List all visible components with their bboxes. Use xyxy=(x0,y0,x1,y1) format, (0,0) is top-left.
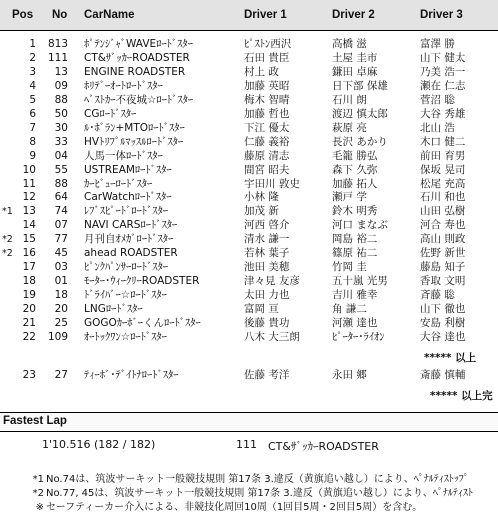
row-carname: CGﾛｰﾄﾞｽﾀｰ xyxy=(84,107,137,120)
table-row xyxy=(0,247,498,260)
row-driver1: 河西 啓介 xyxy=(244,219,290,232)
footnote-mark: *2 xyxy=(32,488,44,499)
row-carname: ｵｰﾄｯｸﾜﾝ☆ﾛｰﾄﾞｽﾀｰ xyxy=(84,330,167,343)
row-driver2: 鎌田 卓麻 xyxy=(332,65,378,78)
row-driver2: ﾋﾟｰﾀｰ･ﾗｲｵﾝ xyxy=(332,330,385,343)
row-driver3: 富澤 勝 xyxy=(420,38,455,50)
row-pos: 21 xyxy=(22,317,36,329)
row-driver2: 高橋 滋 xyxy=(332,38,367,50)
fastest-lap-time: 1'10.516 (182 / 182) xyxy=(42,438,156,451)
table-row xyxy=(0,136,498,149)
row-no: 03 xyxy=(54,261,68,274)
row-driver1: 間宮 昭夫 xyxy=(244,163,290,176)
table-row xyxy=(0,261,498,274)
row-driver2: 日下部 保雄 xyxy=(332,79,388,92)
row-no: 50 xyxy=(54,107,68,120)
footnote-mark: *1 xyxy=(32,474,44,485)
row-driver1: 富岡 亘 xyxy=(244,303,279,316)
row-driver1: 太田 力也 xyxy=(244,289,290,302)
row-note: *2 xyxy=(2,234,13,246)
table-row xyxy=(0,178,498,191)
row-driver1: 梅木 智晴 xyxy=(244,93,290,106)
row-driver1: 石田 貴臣 xyxy=(244,51,290,64)
row-driver1: 加藤 哲也 xyxy=(244,107,290,120)
table-row xyxy=(0,80,498,93)
row-no: 88 xyxy=(54,177,68,190)
row-no: 30 xyxy=(54,121,68,134)
row-driver3: 山田 弘樹 xyxy=(420,205,466,218)
table-row xyxy=(0,94,498,107)
row-driver1: 小林 隆 xyxy=(244,191,279,204)
row-driver3: 藤島 知子 xyxy=(420,261,466,274)
row-pos: 16 xyxy=(22,247,36,260)
row-driver1: 後藤 貴功 xyxy=(244,317,290,329)
table-row xyxy=(0,108,498,121)
row-pos: 6 xyxy=(29,107,36,120)
row-driver3: 大谷 達也 xyxy=(420,330,466,343)
table-row xyxy=(0,38,498,51)
row-pos: 12 xyxy=(22,191,36,204)
row-no: 111 xyxy=(47,51,68,64)
row-driver2: 渡辺 慎太郎 xyxy=(332,107,388,120)
row-driver3: 佐野 新世 xyxy=(420,247,466,260)
row-driver3: 瀬在 仁志 xyxy=(420,79,466,92)
row-carname: ahead ROADSTER xyxy=(84,247,178,260)
row-pos: 22 xyxy=(22,330,36,343)
row-carname: ﾍﾞｽﾄｶｰ不夜城☆ﾛｰﾄﾞｽﾀｰ xyxy=(84,93,194,106)
row-driver3: 松尾 充高 xyxy=(420,177,466,190)
row-driver1: 池田 美穂 xyxy=(244,261,290,274)
fastest-lap-section xyxy=(0,412,498,432)
row-carname: 月刊自ｵﾒｶﾞﾛｰﾄﾞｽﾀｰ xyxy=(84,233,174,246)
header-pos: Pos xyxy=(12,9,34,21)
row-carname: ﾎﾘﾃﾞｰｵｰﾄﾛｰﾄﾞｽﾀｰ xyxy=(84,79,163,92)
row-pos: 4 xyxy=(29,79,36,92)
row-driver3: 安島 利樹 xyxy=(420,317,466,329)
row-driver2: 長沢 あかり xyxy=(332,135,388,148)
row-no: 20 xyxy=(54,303,68,316)
row-driver3: 前田 育男 xyxy=(420,149,466,162)
row-driver2: 吉川 雅幸 xyxy=(332,289,378,302)
row-carname: ﾄﾞﾗｲﾊﾞｰ☆ﾛｰﾄﾞｽﾀｰ xyxy=(84,289,167,302)
header-driver1: Driver 1 xyxy=(244,9,287,21)
header-carname: CarName xyxy=(84,9,135,21)
row-driver2: 篠原 祐二 xyxy=(332,247,378,260)
row-driver2: 岡島 裕二 xyxy=(332,233,378,246)
row-carname: ﾓｰﾀｰ･ｳｨｰｸﾘｰROADSTER xyxy=(84,275,200,288)
row-pos: 18 xyxy=(22,275,36,288)
table-row xyxy=(0,369,498,382)
table-row xyxy=(0,275,498,288)
row-carname: 人馬一体ﾛｰﾄﾞｽﾀｰ xyxy=(84,149,163,162)
row-no: 25 xyxy=(54,317,68,329)
row-carname: ﾚﾌﾞｽﾋﾟｰﾄﾞﾛｰﾄﾞｽﾀｰ xyxy=(84,205,168,218)
row-driver3: 保坂 晃司 xyxy=(420,163,466,176)
row-driver1: 加藤 英昭 xyxy=(244,79,290,92)
table-row xyxy=(0,122,498,135)
row-carname: LNGﾛｰﾄﾞｽﾀｰ xyxy=(84,303,143,316)
row-carname: GOGOｶｰﾎﾞｰくんﾛｰﾄﾞｽﾀｰ xyxy=(84,317,201,329)
row-note: *2 xyxy=(2,248,13,260)
row-no: 74 xyxy=(54,205,68,218)
row-no: 64 xyxy=(54,191,68,204)
row-driver1: 村上 政 xyxy=(244,65,279,78)
row-pos: 13 xyxy=(22,205,36,218)
row-driver3: 石川 和也 xyxy=(420,191,466,204)
table-row xyxy=(0,317,498,330)
row-driver2: 鈴木 明秀 xyxy=(332,205,378,218)
footnote-text: No.77, 45は、筑波サーキット一般競技規則 第17条 3.違反（黄旗追い越し）により、ﾍﾟﾅﾙﾃｨｽﾄ xyxy=(46,488,473,499)
header-no: No xyxy=(52,9,68,21)
table-row xyxy=(0,219,498,232)
fastest-lap-car: CT&ｻﾞｯｶｰROADSTER xyxy=(268,440,379,453)
row-driver3: 菅沼 聡 xyxy=(420,93,455,106)
row-pos: 2 xyxy=(29,51,36,64)
row-driver2: 毛籠 勝弘 xyxy=(332,149,378,162)
completion-mark: ***** 以上完 xyxy=(430,390,493,402)
row-driver2: 河口 まなぶ xyxy=(332,219,388,232)
row-no: 13 xyxy=(54,65,68,78)
row-driver1: 下江 優太 xyxy=(244,121,290,134)
row-driver1: 加茂 新 xyxy=(244,205,279,218)
table-row xyxy=(0,191,498,204)
row-driver1: 八木 大三朗 xyxy=(244,330,300,343)
row-pos: 8 xyxy=(29,135,36,148)
row-pos: 10 xyxy=(22,163,36,176)
row-driver2: 土屋 圭市 xyxy=(332,51,378,64)
row-driver3: 木口 健二 xyxy=(420,135,466,148)
row-driver2: 森下 久弥 xyxy=(332,163,378,176)
row-no: 33 xyxy=(54,135,68,148)
row-pos: 7 xyxy=(29,121,36,134)
row-carname: CarWatchﾛｰﾄﾞｽﾀｰ xyxy=(84,191,172,204)
footnote-text: No.74は、筑波サーキット一般競技規則 第17条 3.違反（黄旗追い越し）により、ﾍﾟﾅﾙﾃｨｽﾄｯﾌﾟ xyxy=(46,474,469,485)
row-driver3: 乃美 浩一 xyxy=(420,65,466,78)
row-driver2: 角 謙二 xyxy=(332,303,367,316)
row-carname: ENGINE ROADSTER xyxy=(84,65,186,78)
row-pos: 3 xyxy=(29,65,36,78)
row-note: *1 xyxy=(2,206,13,218)
table-row xyxy=(0,331,498,344)
row-pos: 9 xyxy=(29,149,36,162)
row-pos: 20 xyxy=(22,303,36,316)
row-carname: ﾙ･ﾎﾞﾗﾝ+MTOﾛｰﾄﾞｽﾀｰ xyxy=(84,121,185,134)
row-pos: 14 xyxy=(22,219,36,232)
row-no: 18 xyxy=(54,289,68,302)
row-driver2: 石川 朗 xyxy=(332,93,367,106)
row-driver2: 萩原 亮 xyxy=(332,121,367,134)
row-driver3: 山下 健太 xyxy=(420,51,466,64)
table-row xyxy=(0,289,498,302)
table-row xyxy=(0,150,498,163)
row-driver3: 山下 徹也 xyxy=(420,303,466,316)
row-driver1: ﾋﾟｽﾄﾝ西沢 xyxy=(244,38,292,50)
row-driver1: 仁藤 義裕 xyxy=(244,135,290,148)
table-row xyxy=(0,233,498,246)
fastest-lap-title: Fastest Lap xyxy=(3,415,67,427)
row-no: 09 xyxy=(54,79,68,92)
row-no: 77 xyxy=(54,233,68,246)
row-carname: USTREAMﾛｰﾄﾞｽﾀｰ xyxy=(84,163,172,176)
table-row xyxy=(0,303,498,316)
row-no: 45 xyxy=(54,247,68,260)
header-driver3: Driver 3 xyxy=(420,9,463,21)
row-driver1: 宇田川 敦史 xyxy=(244,177,300,190)
table-row xyxy=(0,52,498,65)
row-no: 27 xyxy=(54,369,68,381)
row-driver1: 津々見 友彦 xyxy=(244,275,300,288)
row-carname: ﾃｨｰﾎﾞ･ﾃﾞｲﾄﾅﾛｰﾄﾞｽﾀｰ xyxy=(84,369,179,381)
row-no: 04 xyxy=(54,149,68,162)
row-carname: CT&ｻﾞｯｶｰROADSTER xyxy=(84,51,190,64)
row-driver2: 竹岡 圭 xyxy=(332,261,367,274)
row-no: 813 xyxy=(47,38,68,50)
footnote xyxy=(0,473,498,486)
footnote-text: セーフティーカー介入による、非競技化周回10周（1回目5周・2回目5周）を含む。 xyxy=(46,502,423,513)
row-driver2: 瀬戸 学 xyxy=(332,191,367,204)
footnote xyxy=(0,487,498,500)
classification-cutoff-mark: ***** 以上 xyxy=(424,352,477,364)
row-driver1: 清水 謙一 xyxy=(244,233,290,246)
row-no: 01 xyxy=(54,275,68,288)
row-carname: HVﾄﾘﾌﾟﾙﾏｯｽﾙﾛｰﾄﾞｽﾀｰ xyxy=(84,135,184,148)
row-carname: ﾎﾟﾃﾝｼﾞｬﾞWAVEﾛｰﾄﾞｽﾀｰ xyxy=(84,38,193,50)
row-driver3: 高山 則政 xyxy=(420,233,466,246)
row-driver3: 香取 文明 xyxy=(420,275,466,288)
row-driver1: 若林 葉子 xyxy=(244,247,290,260)
row-driver3: 斎藤 慎輔 xyxy=(420,369,466,381)
row-no: 88 xyxy=(54,93,68,106)
row-driver1: 藤原 清志 xyxy=(244,149,290,162)
row-driver3: 北山 浩 xyxy=(420,121,455,134)
row-carname: NAVI CARSﾛｰﾄﾞｽﾀｰ xyxy=(84,219,178,232)
row-no: 07 xyxy=(54,219,68,232)
fastest-lap-no: 111 xyxy=(236,438,257,451)
row-driver2: 永田 郷 xyxy=(332,369,367,381)
row-driver3: 河合 寿也 xyxy=(420,219,466,232)
header-driver2: Driver 2 xyxy=(332,9,375,21)
row-pos: 15 xyxy=(22,233,36,246)
results-header xyxy=(0,0,498,31)
row-carname: ﾋﾟﾝｸﾊﾟﾝｻｰﾛｰﾄﾞｽﾀｰ xyxy=(84,261,168,274)
row-no: 55 xyxy=(54,163,68,176)
row-pos: 11 xyxy=(22,177,36,190)
row-pos: 1 xyxy=(29,38,36,50)
row-carname: ｶｰﾋﾞｭｰﾛｰﾄﾞｽﾀｰ xyxy=(84,177,153,190)
row-pos: 5 xyxy=(29,93,36,106)
row-driver1: 佐藤 考洋 xyxy=(244,369,290,381)
row-pos: 19 xyxy=(22,289,36,302)
footnote xyxy=(0,501,498,514)
table-row xyxy=(0,205,498,218)
row-driver2: 河瀬 達也 xyxy=(332,317,378,329)
row-pos: 17 xyxy=(22,261,36,274)
row-no: 109 xyxy=(47,330,68,343)
footnote-mark: ※ xyxy=(35,502,44,513)
table-row xyxy=(0,66,498,79)
row-driver3: 大谷 秀雄 xyxy=(420,107,466,120)
table-row xyxy=(0,164,498,177)
row-pos: 23 xyxy=(22,369,36,381)
row-driver2: 五十嵐 光男 xyxy=(332,275,388,288)
row-driver3: 斉藤 聡 xyxy=(420,289,455,302)
row-driver2: 加藤 拓人 xyxy=(332,177,378,190)
